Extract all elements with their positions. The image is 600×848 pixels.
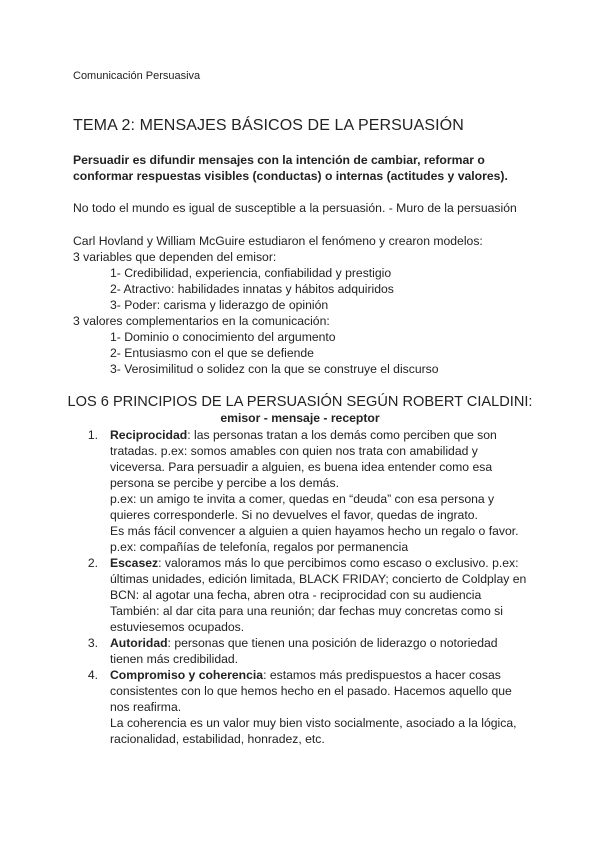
- principle-line: tratadas. p.ex: somos amables con quien nos trata con amabilidad y: [110, 444, 478, 458]
- principle-line: consistentes con lo que hemos hecho en el pasado. Hacemos aquello que: [110, 684, 512, 698]
- document-header: Comunicación Persuasiva: [73, 70, 201, 82]
- principle-line: persona se percibe y percibe a los demás.: [110, 476, 339, 490]
- comunicacion-heading: 3 valores complementarios en la comunicación:: [73, 314, 330, 328]
- principle-term: Reciprocidad: [110, 428, 188, 442]
- page-title: TEMA 2: MENSAJES BÁSICOS DE LA PERSUASIÓN: [73, 117, 464, 134]
- principle-line: Escasez: valoramos más lo que percibimos como escaso o exclusivo. p.ex:: [110, 556, 519, 570]
- comunicacion-item: 3- Verosimilitud o solidez con la que se construye el discurso: [110, 362, 439, 376]
- principle-term: Compromiso y coherencia: [110, 668, 264, 682]
- emisor-item: 3- Poder: carisma y liderazgo de opinión: [110, 298, 329, 312]
- list-number: 4.: [87, 668, 98, 682]
- principle-line: estuviesemos ocupados.: [110, 620, 245, 634]
- principle-line: Reciprocidad: las personas tratan a los demás como perciben que son: [110, 428, 497, 442]
- emisor-heading: 3 variables que dependen del emisor:: [73, 250, 277, 264]
- cialdini-title: LOS 6 PRINCIPIOS DE LA PERSUASIÓN SEGÚN ROBERT CIALDINI:: [67, 394, 533, 410]
- principle-term: Autoridad: [110, 636, 168, 650]
- principle-line: Compromiso y coherencia: estamos más predispuestos a hacer cosas: [110, 668, 501, 682]
- emisor-item: 2- Atractivo: habilidades innatas y hábitos adquiridos: [110, 282, 394, 296]
- principle-line: La coherencia es un valor muy bien visto socialmente, asociado a la lógica,: [110, 716, 517, 730]
- principle-line: racionalidad, estabilidad, honradez, etc.: [110, 732, 325, 746]
- comunicacion-item: 2- Entusiasmo con el que se defiende: [110, 346, 314, 360]
- emisor-item: 1- Credibilidad, experiencia, confiabilidad y prestigio: [110, 266, 392, 280]
- principle-line: quieres corresponderle. Si no devuelves el favor, quedas de ingrato.: [110, 508, 478, 522]
- principle-line: últimas unidades, edición limitada, BLACK FRIDAY; concierto de Coldplay en: [110, 572, 527, 586]
- principle-line: tienen más credibilidad.: [110, 652, 239, 666]
- hovland-intro: Carl Hovland y William McGuire estudiaron el fenómeno y crearon modelos:: [73, 234, 483, 248]
- cialdini-subtitle: emisor - mensaje - receptor: [220, 411, 380, 425]
- principle-line: p.ex: compañías de telefonía, regalos por permanencia: [110, 540, 409, 554]
- principle-line: BCN: al agotar una fecha, abren otra - reciprocidad con su audiencia: [110, 588, 482, 602]
- list-number: 1.: [87, 428, 98, 442]
- principle-line: nos reafirma.: [110, 700, 182, 714]
- principle-line: Es más fácil convencer a alguien a quien hayamos hecho un regalo o favor.: [110, 524, 519, 538]
- susceptibility-note: No todo el mundo es igual de susceptible a la persuasión. - Muro de la persuasión: [73, 201, 517, 215]
- principle-line: viceversa. Para persuadir a alguien, es buena idea entender como esa: [110, 460, 493, 474]
- definition-line-2: conformar respuestas visibles (conductas) o internas (actitudes y valores).: [73, 169, 508, 183]
- principle-line: p.ex: un amigo te invita a comer, quedas en “deuda” con esa persona y: [110, 492, 495, 506]
- principle-line: También: al dar cita para una reunión; dar fechas muy concretas como si: [110, 604, 503, 618]
- list-number: 3.: [87, 636, 98, 650]
- list-number: 2.: [87, 556, 98, 570]
- definition-line-1: Persuadir es difundir mensajes con la intención de cambiar, reformar o: [73, 153, 485, 167]
- comunicacion-item: 1- Dominio o conocimiento del argumento: [110, 330, 336, 344]
- principle-term: Escasez: [110, 556, 159, 570]
- principle-line: Autoridad: personas que tienen una posición de liderazgo o notoriedad: [110, 636, 498, 650]
